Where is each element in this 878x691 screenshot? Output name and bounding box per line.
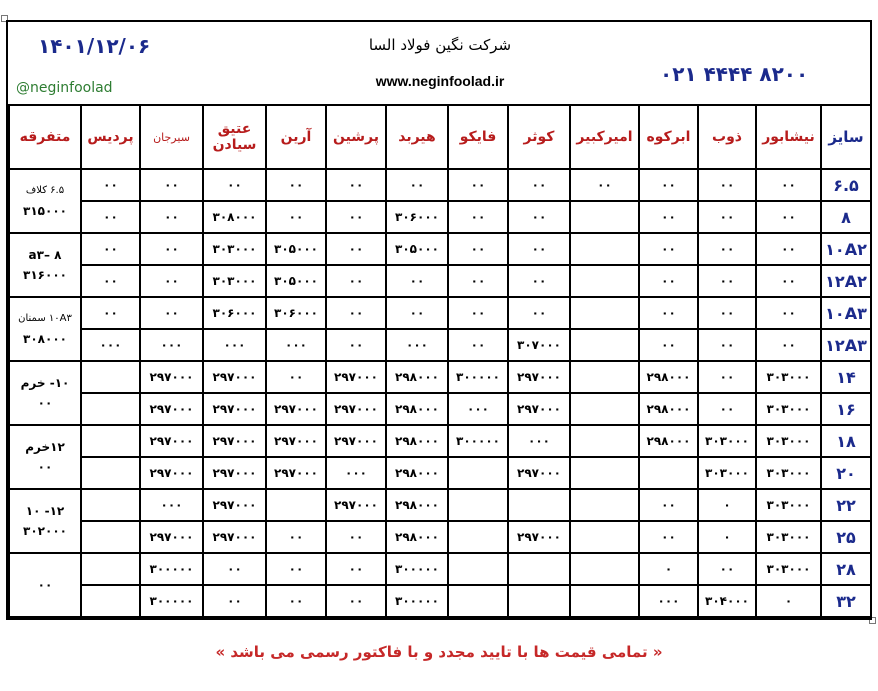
price-cell: ۰۰ [203,169,266,201]
size-cell: ۲۵ [821,521,871,553]
price-cell: ۰۰ [639,297,698,329]
price-cell [81,457,140,489]
price-cell: ۰۰ [639,233,698,265]
price-cell [508,489,570,521]
misc-line: ۸ –a۳ [28,248,62,262]
price-cell: ۰۰ [326,585,386,617]
price-cell [570,265,639,297]
price-cell: ۲۹۸۰۰۰ [386,489,448,521]
column-header: ابرکوه [639,105,698,169]
price-cell: ۰۰ [639,489,698,521]
misc-line: ۱۲- ۱۰ [25,504,65,518]
price-cell: ۰۰ [448,329,508,361]
misc-line: ۱۰- خرم [20,376,70,390]
misc-cell [9,553,81,617]
price-cell: ۰۰۰ [81,329,140,361]
column-header: نیشابور [756,105,821,169]
price-cell [570,393,639,425]
price-cell: ۰۰ [448,233,508,265]
price-cell: ۰۰ [756,233,821,265]
table-row [9,361,871,393]
price-cell: ۰۰ [698,169,756,201]
price-cell: ۰۰ [756,201,821,233]
size-cell: ۱۲A۲ [821,265,871,297]
price-cell [508,553,570,585]
price-cell: ۰۰ [140,233,203,265]
price-cell: ۰ [698,489,756,521]
price-cell: ۰۰ [386,297,448,329]
price-cell: ۲۹۷۰۰۰ [203,361,266,393]
size-cell: ۲۸ [821,553,871,585]
price-cell: ۰۰ [639,329,698,361]
price-cell: ۰۰ [203,553,266,585]
price-cell: ۰ [756,585,821,617]
price-cell: ۲۹۷۰۰۰ [266,457,326,489]
column-header: هیربد [386,105,448,169]
misc-cell [9,169,81,233]
size-cell: ۱۴ [821,361,871,393]
price-cell: ۳۰۶۰۰۰ [386,201,448,233]
price-cell [81,393,140,425]
price-cell: ۳۰۳۰۰۰ [203,265,266,297]
price-cell: ۰۰ [326,297,386,329]
price-cell [448,553,508,585]
price-cell: ۰۰ [266,169,326,201]
price-cell [81,425,140,457]
price-cell: ۰۰ [570,169,639,201]
price-cell: ۲۹۷۰۰۰ [326,361,386,393]
price-cell: ۰۰ [266,553,326,585]
price-cell: ۰۰ [140,169,203,201]
website-label: www.neginfoolad.ir [375,73,505,89]
price-table [8,104,872,618]
price-cell [570,361,639,393]
misc-line: ۶.۵ کلاف [25,185,65,196]
price-cell: ۰۰۰ [266,329,326,361]
table-header-row [9,105,871,169]
price-cell: ۳۰۷۰۰۰ [508,329,570,361]
price-cell: ۳۰۳۰۰۰ [756,393,821,425]
date-label: ۱۴۰۱/۱۲/۰۶ [38,34,151,58]
price-cell: ۳۰۸۰۰۰ [203,201,266,233]
price-cell: ۳۰۳۰۰۰ [698,425,756,457]
price-cell [81,489,140,521]
price-cell [570,425,639,457]
price-cell: ۲۹۷۰۰۰ [140,457,203,489]
price-cell: ۲۹۷۰۰۰ [140,393,203,425]
price-cell: ۰۰ [698,297,756,329]
price-cell: ۰۰ [81,297,140,329]
price-cell: ۲۹۷۰۰۰ [140,521,203,553]
company-name: شرکت نگین فولاد السا [368,36,512,54]
instagram-handle: @neginfoolad [16,80,113,96]
column-header: ذوب [698,105,756,169]
table-row [9,457,871,489]
price-cell: ۰۰ [266,201,326,233]
price-cell: ۰۰۰ [140,489,203,521]
price-cell: ۲۹۷۰۰۰ [326,425,386,457]
footer-note: « تمامی قیمت ها با تایید مجدد و با فاکتور رسمی می باشد » [215,643,663,661]
column-header: امیرکبیر [570,105,639,169]
size-cell: ۱۰A۲ [821,233,871,265]
table-row [9,521,871,553]
price-cell: ۰۰ [756,265,821,297]
size-cell: ۳۲ [821,585,871,617]
price-cell: ۰ [698,521,756,553]
column-header: پرشین [326,105,386,169]
price-cell: ۳۰۰۰۰۰ [386,553,448,585]
price-cell [448,585,508,617]
price-cell: ۰۰ [448,297,508,329]
size-cell: ۱۲A۳ [821,329,871,361]
price-cell: ۳۰۳۰۰۰ [756,425,821,457]
price-cell: ۰۰ [326,265,386,297]
price-cell: ۰۰ [639,521,698,553]
price-cell: ۰۰ [698,329,756,361]
column-header: فایکو [448,105,508,169]
table-row [9,329,871,361]
price-cell: ۰۰۰ [386,329,448,361]
price-cell: ۰۰ [698,233,756,265]
misc-line: ۳۰۸۰۰۰ [23,332,67,346]
price-cell: ۰۰ [140,265,203,297]
price-cell: ۲۹۷۰۰۰ [326,393,386,425]
misc-line: ۳۱۶۰۰۰ [23,268,67,282]
price-cell: ۲۹۷۰۰۰ [140,361,203,393]
price-cell: ۳۰۳۰۰۰ [756,521,821,553]
price-cell: ۰۰۰ [639,585,698,617]
price-cell: ۰۰ [756,169,821,201]
price-cell: ۰۰ [508,265,570,297]
price-cell: ۲۹۷۰۰۰ [508,521,570,553]
table-row [9,201,871,233]
price-cell: ۰۰ [140,201,203,233]
price-cell: ۲۹۸۰۰۰ [386,361,448,393]
price-cell [570,553,639,585]
price-cell: ۰۰ [508,169,570,201]
misc-line: ۰۰ [37,578,53,592]
price-cell: ۳۰۰۰۰۰ [448,425,508,457]
column-header: متفرقه [9,105,81,169]
price-cell: ۳۰۰۰۰۰ [140,553,203,585]
misc-line: ۰۰ [37,460,53,474]
price-cell: ۰۰ [756,329,821,361]
price-cell: ۳۰۶۰۰۰ [203,297,266,329]
price-cell [266,489,326,521]
price-cell: ۳۰۳۰۰۰ [203,233,266,265]
price-cell: ۰۰ [326,521,386,553]
price-cell: ۰۰ [698,361,756,393]
price-cell: ۳۰۵۰۰۰ [266,233,326,265]
size-cell: ۱۰A۳ [821,297,871,329]
size-cell: ۲۲ [821,489,871,521]
price-cell: ۲۹۸۰۰۰ [639,393,698,425]
price-cell: ۲۹۷۰۰۰ [203,521,266,553]
column-header: کوثر [508,105,570,169]
table-row [9,553,871,585]
price-cell: ۰۰ [639,201,698,233]
price-cell: ۰۰ [756,297,821,329]
misc-cell [9,489,81,553]
price-cell: ۲۹۷۰۰۰ [203,457,266,489]
column-header: آرین [266,105,326,169]
price-cell: ۰۰ [140,297,203,329]
price-cell: ۲۹۷۰۰۰ [326,489,386,521]
price-cell: ۰۰ [81,265,140,297]
price-cell [570,489,639,521]
table-row [9,297,871,329]
size-cell: ۲۰ [821,457,871,489]
price-cell: ۰۰ [698,553,756,585]
price-cell [570,297,639,329]
size-cell: ۱۶ [821,393,871,425]
price-cell: ۰۰۰ [448,393,508,425]
price-cell: ۳۰۰۰۰۰ [448,361,508,393]
price-cell: ۲۹۷۰۰۰ [140,425,203,457]
price-cell: ۳۰۵۰۰۰ [386,233,448,265]
price-cell [570,201,639,233]
price-cell: ۲۹۷۰۰۰ [266,393,326,425]
table-row [9,489,871,521]
price-cell [570,521,639,553]
table-row [9,169,871,201]
price-cell [81,521,140,553]
price-cell: ۰۰ [266,585,326,617]
misc-cell [9,233,81,297]
price-cell: ۰۰ [386,169,448,201]
price-cell: ۳۰۳۰۰۰ [756,457,821,489]
misc-cell [9,425,81,489]
price-cell: ۰۰ [203,585,266,617]
price-cell: ۰۰ [508,297,570,329]
price-cell: ۲۹۸۰۰۰ [386,425,448,457]
price-cell: ۰۰۰ [326,457,386,489]
price-cell: ۰۰ [698,393,756,425]
price-cell: ۰۰ [326,233,386,265]
price-cell: ۰۰۰ [140,329,203,361]
price-cell: ۳۰۶۰۰۰ [266,297,326,329]
price-cell: ۲۹۸۰۰۰ [386,457,448,489]
price-cell: ۳۰۳۰۰۰ [756,489,821,521]
price-cell [570,329,639,361]
price-cell: ۰۰ [386,265,448,297]
price-cell: ۲۹۸۰۰۰ [386,521,448,553]
price-cell: ۰۰ [81,233,140,265]
price-cell [81,553,140,585]
price-cell [570,233,639,265]
price-cell: ۰۰ [508,233,570,265]
column-header-size: سایز [821,105,871,169]
price-cell: ۰۰ [81,169,140,201]
price-cell: ۳۰۳۰۰۰ [698,457,756,489]
price-cell [448,457,508,489]
table-row [9,393,871,425]
size-cell: ۱۸ [821,425,871,457]
price-cell: ۲۹۷۰۰۰ [508,361,570,393]
price-cell: ۲۹۸۰۰۰ [386,393,448,425]
price-cell: ۳۰۳۰۰۰ [756,553,821,585]
price-cell: ۰۰ [698,265,756,297]
price-cell [448,521,508,553]
price-cell: ۳۰۰۰۰۰ [386,585,448,617]
column-header: سیرجان [140,105,203,169]
price-cell: ۰۰ [639,169,698,201]
price-cell: ۲۹۸۰۰۰ [639,425,698,457]
table-row [9,265,871,297]
misc-cell [9,297,81,361]
price-cell: ۳۰۰۰۰۰ [140,585,203,617]
price-cell [81,585,140,617]
price-cell: ۲۹۸۰۰۰ [639,361,698,393]
price-cell [570,585,639,617]
size-cell: ۸ [821,201,871,233]
price-cell [508,585,570,617]
column-header: پردیس [81,105,140,169]
price-cell: ۲۹۷۰۰۰ [508,393,570,425]
price-cell: ۰۰ [698,201,756,233]
price-cell: ۲۹۷۰۰۰ [508,457,570,489]
price-cell: ۰۰ [448,169,508,201]
price-cell: ۳۰۵۰۰۰ [266,265,326,297]
price-cell: ۲۹۷۰۰۰ [203,489,266,521]
price-cell: ۰۰ [448,201,508,233]
price-cell [81,361,140,393]
price-cell: ۲۹۷۰۰۰ [266,425,326,457]
misc-cell [9,361,81,425]
price-cell: ۰ [639,553,698,585]
price-cell: ۳۰۳۰۰۰ [756,361,821,393]
price-cell: ۰۰ [448,265,508,297]
table-row [9,425,871,457]
price-cell [570,457,639,489]
table-row [9,233,871,265]
price-cell: ۰۰ [81,201,140,233]
misc-line: ۱۲خرم [25,440,65,454]
price-cell: ۳۰۴۰۰۰ [698,585,756,617]
price-cell: ۰۰ [326,329,386,361]
price-cell: ۰۰ [508,201,570,233]
price-cell: ۰۰ [639,265,698,297]
table-row [9,585,871,617]
price-cell: ۰۰ [266,361,326,393]
price-cell [448,489,508,521]
price-cell: ۲۹۷۰۰۰ [203,425,266,457]
misc-line: ۰۰ [37,396,53,410]
table-body [9,169,871,617]
phone-number: ۰۲۱ ۴۴۴۴ ۸۲۰۰ [660,62,809,86]
size-cell: ۶.۵ [821,169,871,201]
price-cell: ۰۰۰ [203,329,266,361]
price-cell: ۰۰ [326,201,386,233]
price-cell: ۰۰۰ [508,425,570,457]
column-header: عتیق سیادن [203,105,266,169]
price-cell: ۰۰ [266,521,326,553]
misc-line: ۳۰۲۰۰۰ [23,524,67,538]
price-cell: ۰۰ [326,553,386,585]
price-cell: ۲۹۷۰۰۰ [203,393,266,425]
price-cell [639,457,698,489]
misc-line: ۳۱۵۰۰۰ [23,204,67,218]
misc-line: ۱۰A۳ سمنان [18,313,72,324]
price-cell: ۰۰ [326,169,386,201]
